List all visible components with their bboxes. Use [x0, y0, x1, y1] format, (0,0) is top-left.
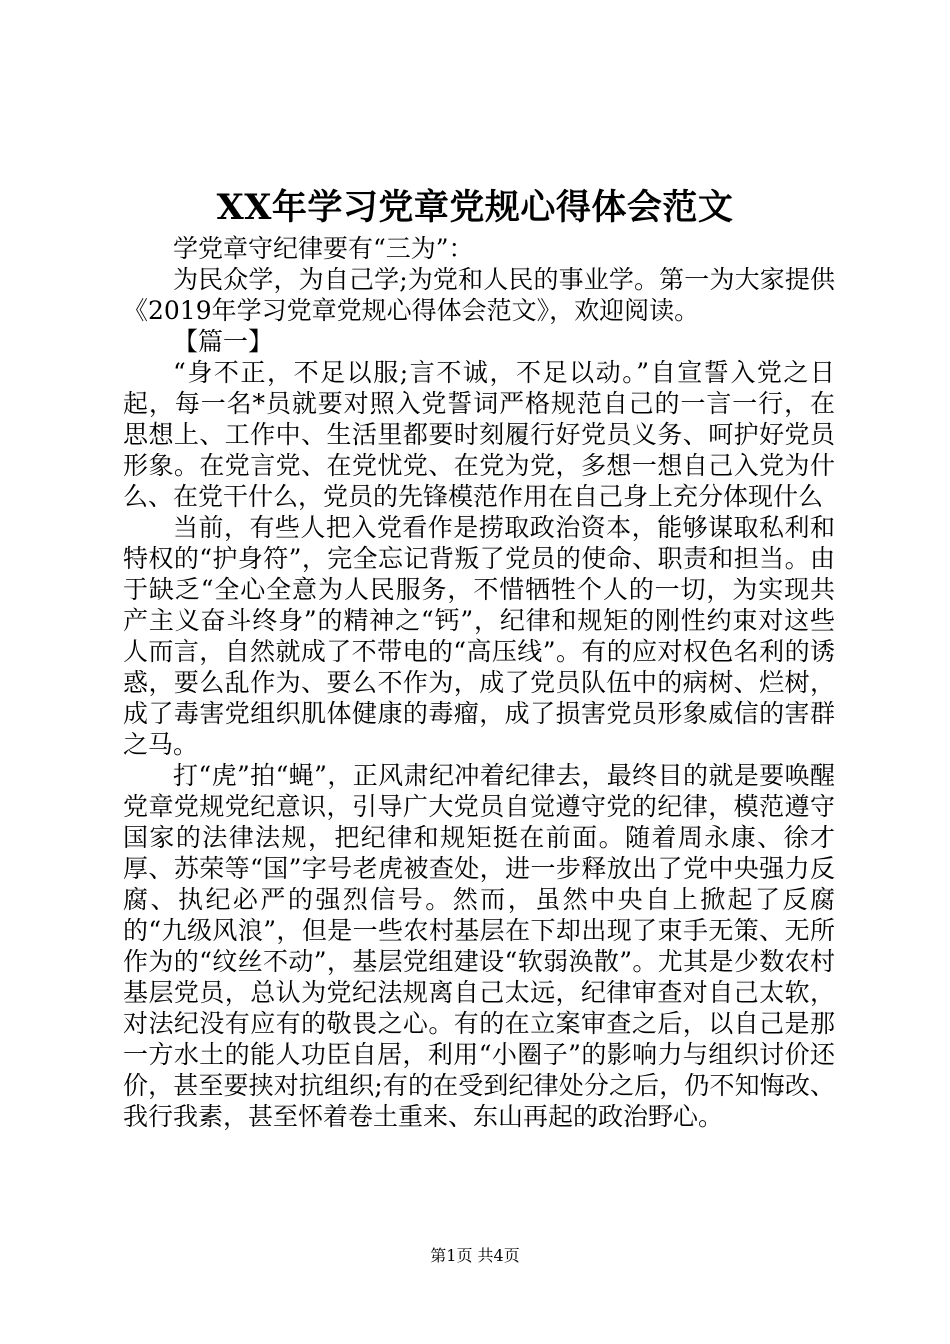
paragraph-intro: 学党章守纪律要有“三为”：: [173, 234, 474, 263]
paragraph-body: 当前，有些人把入党看作是捞取政治资本，能够谋取私利和特权的“护身符”，完全忘记背叛了党员的使命、职责和担当。由于缺乏“全心全意为人民服务，不惜牺牲个人的一切，为实现共产主义奋斗终身”的精神之“钙”，纪律和规矩的刚性约束对这些人而言，自然就成了不带电的“高压线”。有的应对权色名利的诱惑，要么乱作为、要么不作为，成了党员队伍中的病树、烂树，成了毒害党组织肌体健康的毒瘤，成了损害党员形象威信的害群之马。: [123, 513, 835, 759]
page-footer: 第1页 共4页: [430, 1246, 520, 1265]
document-body: [123, 233, 835, 1132]
paragraph-body: “身不正，不足以服;言不诚，不足以动。”自宣誓入党之日起，每一名*员就要对照入党誓词严格规范自己的一言一行，在思想上、工作中、生活里都要时刻履行好党员义务、呵护好党员形象。在党言党、在党忧党、在党为党，多想一想自己入党为什么、在党干什么，党员的先锋模范作用在自己身上充分体现什么: [123, 358, 835, 511]
paragraph-body: 打“虎”拍“蝇”，正风肃纪冲着纪律去，最终目的就是要唤醒党章党规党纪意识，引导广大党员自觉遵守党的纪律，模范遵守国家的法律法规，把纪律和规矩挺在前面。随着周永康、徐才厚、苏荣等“国”字号老虎被查处，进一步释放出了党中央强力反腐、执纪必严的强烈信号。然而，虽然中央自上掀起了反腐的“九级风浪”，但是一些农村基层在下却出现了束手无策、无所作为的“纹丝不动”，基层党组建设“软弱涣散”。尤其是少数农村基层党员，总认为党纪法规离自己太远，纪律审查对自己太软，对法纪没有应有的敬畏之心。有的在立案审查之后，以自己是那一方水土的能人功臣自居，利用“小圈子”的影响力与组织讨价还价，甚至要挟对抗组织;有的在受到纪律处分之后，仍不知悔改、我行我素，甚至怀着卷土重来、东山再起的政治野心。: [123, 761, 835, 1131]
document-title: XX年学习党章党规心得体会范文: [216, 187, 734, 228]
paragraph-purpose: 为民众学，为自己学;为党和人民的事业学。第一为大家提供《2019年学习党章党规心得体会范文》，欢迎阅读。: [123, 265, 835, 325]
section-heading: 【篇一】: [173, 327, 274, 356]
